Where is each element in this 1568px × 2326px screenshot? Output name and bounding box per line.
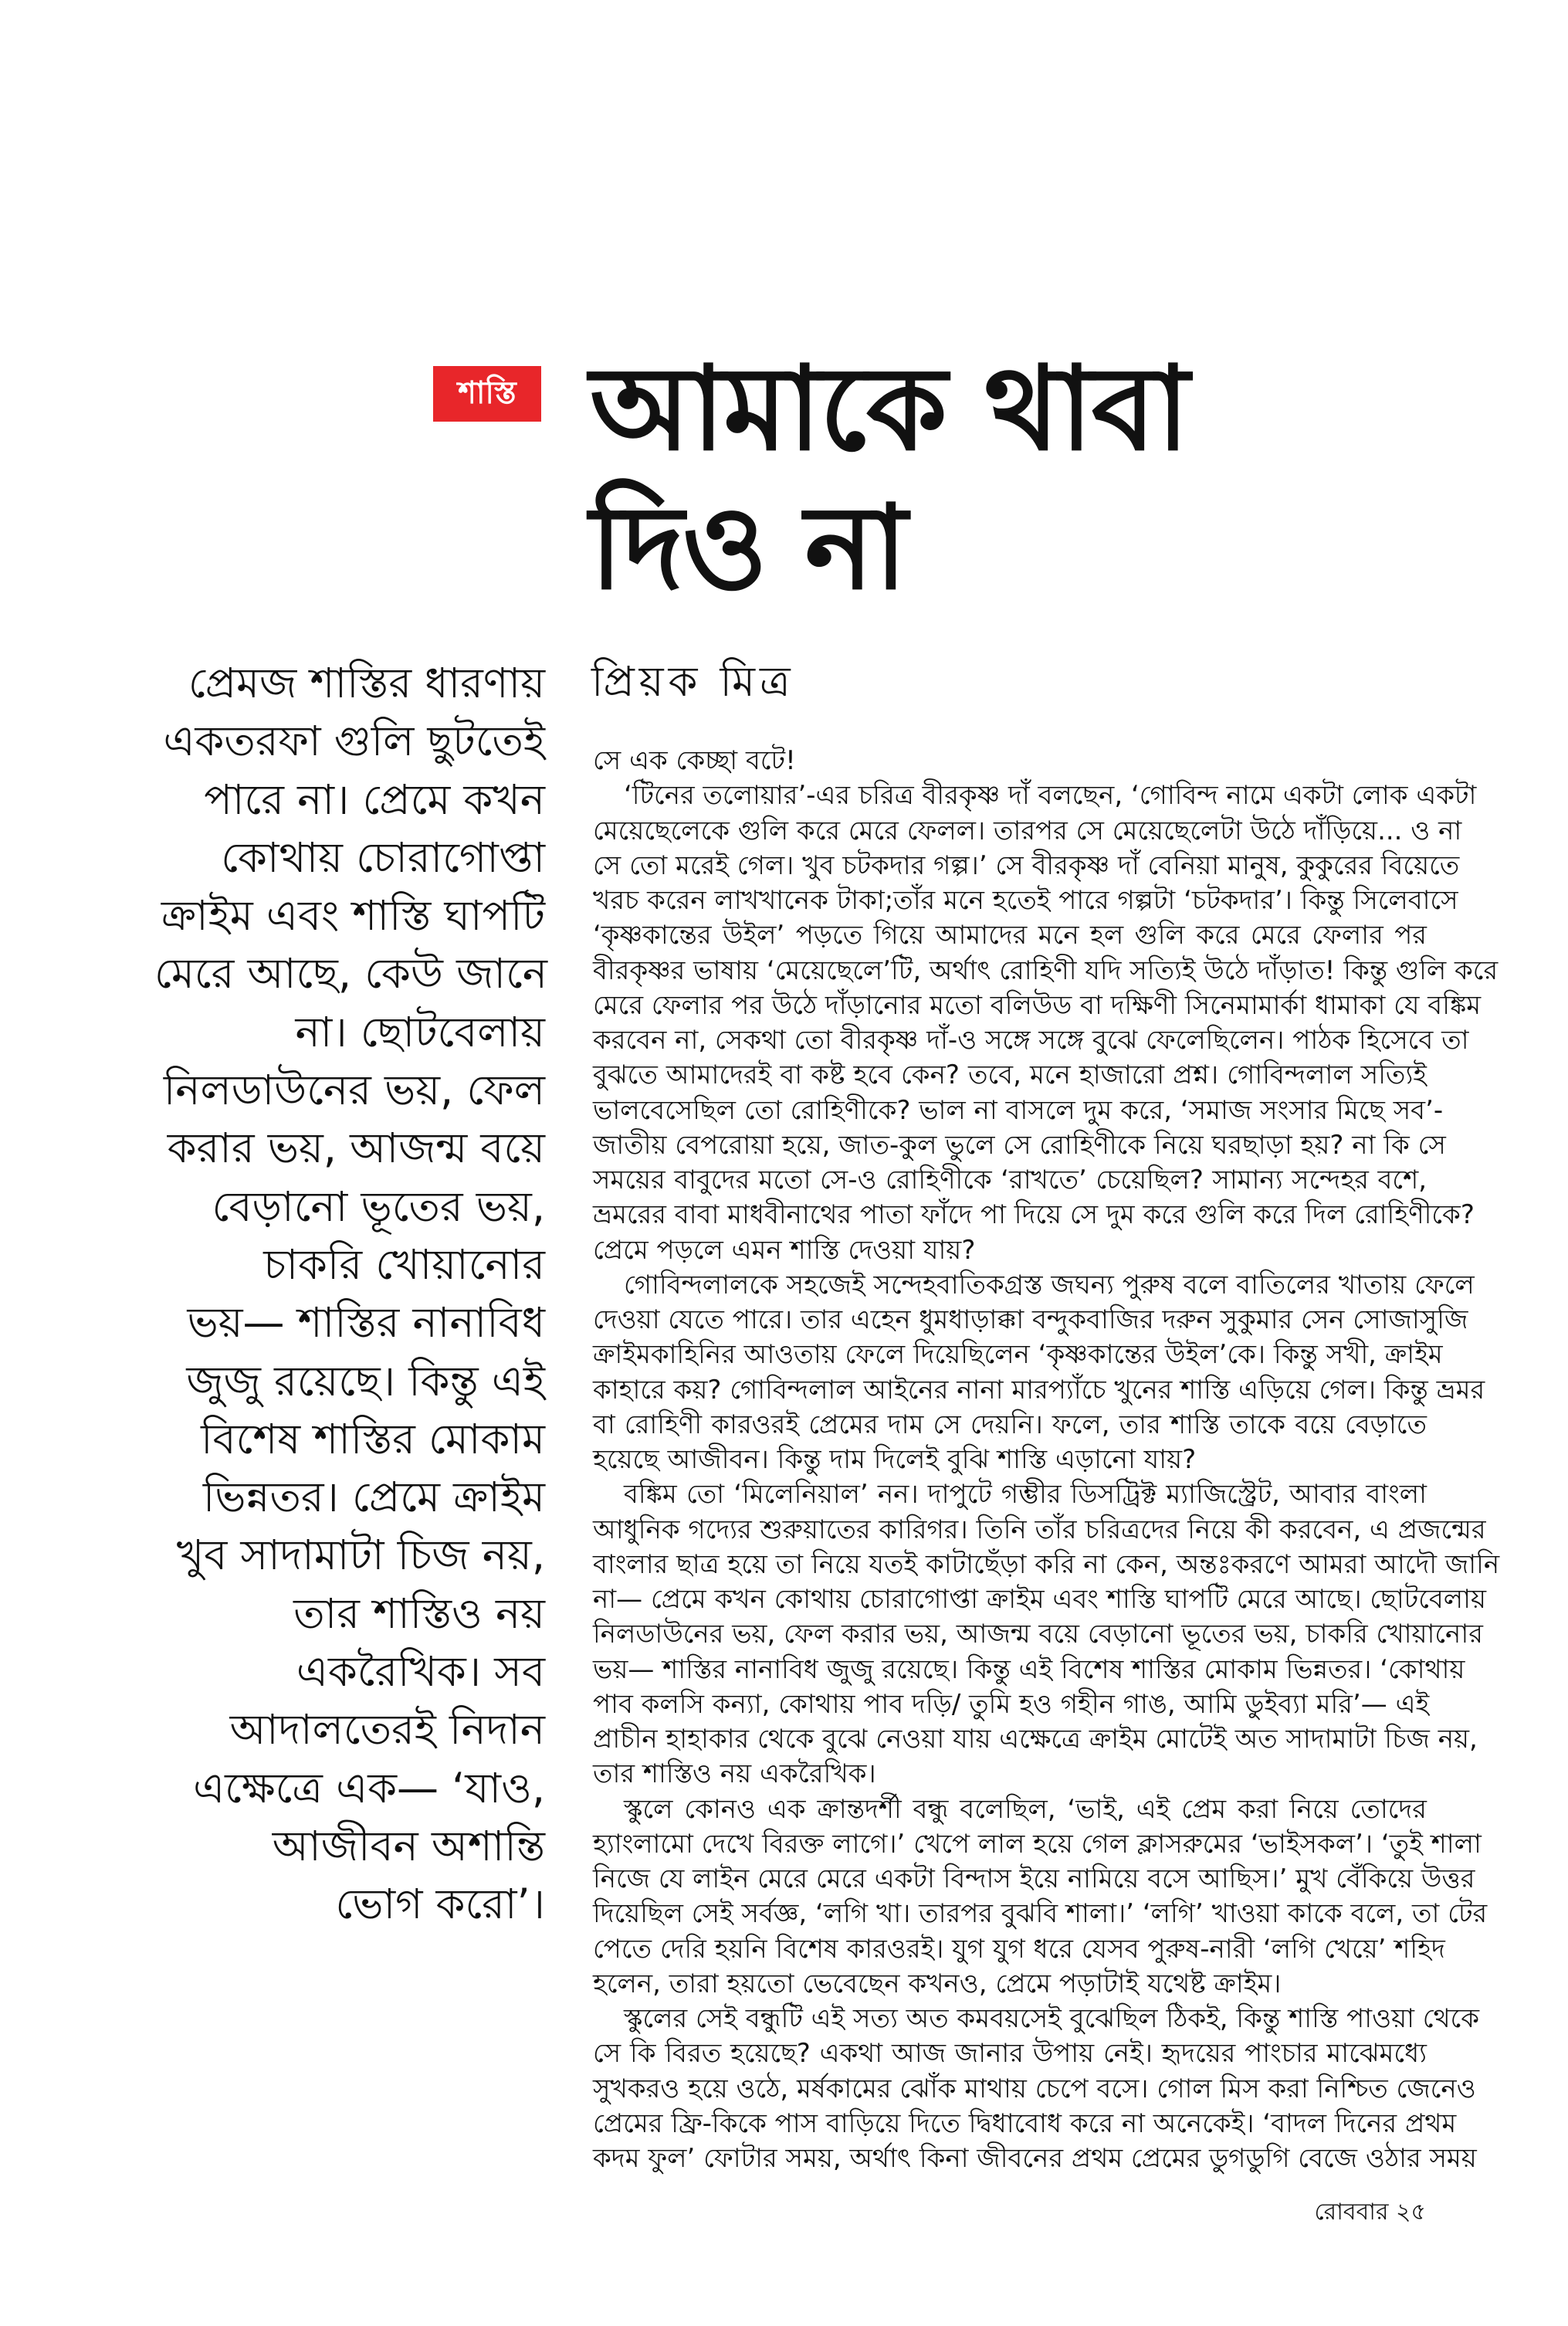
pull-quote-line: জুজু রয়েছে। কিন্তু এই — [186, 1356, 545, 1405]
body-line: না— প্রেমে কখন কোথায় চোরাগোপ্তা ক্রাইম এবং শাস্তি ঘাপটি মেরে আছে। ছোটবেলায় — [593, 1584, 1487, 1615]
pull-quote-line: ভোগ করো’। — [335, 1880, 545, 1929]
body-line: সুখকরও হয়ে ওঠে, মর্ষকামের ঝোঁক মাথায় চেপে বসে। গোল মিস করা নিশ্চিত জেনেও — [593, 2073, 1476, 2104]
body-line: বীরকৃষ্ণর ভাষায় ‘মেয়েছেলে’টি, অর্থাৎ রোহিণী যদি সত্যিই উঠে দাঁড়াত! কিন্তু গুলি করে — [593, 954, 1499, 986]
body-line: মেরে ফেলার পর উঠে দাঁড়ানোর মতো বলিউড বা দক্ষিণী সিনেমামার্কা ধামাকা যে বঙ্কিম — [593, 989, 1482, 1021]
body-line: আধুনিক গদ্যের শুরুয়াতের কারিগর। তিনি তাঁর চরিত্রদের নিয়ে কী করবেন, এ প্রজন্মের — [593, 1514, 1486, 1545]
body-line: মেয়েছেলেকে গুলি করে মেরে ফেলল। তারপর সে মেয়েছেলেটা উঠে দাঁড়িয়ে... ও না — [593, 815, 1462, 846]
article-body — [593, 744, 1500, 2176]
body-line: করবেন না, সেকথা তো বীরকৃষ্ণ দাঁ-ও সঙ্গে সঙ্গে বুঝে ফেলেছিলেন। পাঠক হিসেবে তা — [593, 1025, 1469, 1056]
body-line: নিলডাউনের ভয়, ফেল করার ভয়, আজন্ম বয়ে বেড়ানো ভূতের ভয়, চাকরি খোয়ানোর — [593, 1619, 1483, 1650]
body-line: বুঝতে আমাদেরই বা কষ্ট হবে কেন? তবে, মনে হাজারো প্রশ্ন। গোবিন্দলাল সত্যিই — [593, 1060, 1427, 1091]
pull-quote-line: নিলডাউনের ভয়, ফেল — [163, 1066, 545, 1115]
body-line: বা রোহিণী কারওরই প্রেমের দাম সে দেয়নি। ফলে, তার শাস্তি তাকে বয়ে বেড়াতে — [593, 1409, 1427, 1440]
pull-quote-line: আদালতেরই নিদান — [229, 1705, 545, 1755]
body-line: বাংলার ছাত্র হয়ে তা নিয়ে যতই কাটাছেঁড়া করি না কেন, অন্তঃকরণে আমরা আদৌ জানি — [593, 1548, 1500, 1580]
body-line: হলেন, তারা হয়তো ভেবেছেন কখনও, প্রেমে পড়াটাই যথেষ্ট ক্রাইম। — [593, 1968, 1282, 1999]
section-tag: শাস্তি — [433, 366, 541, 422]
pull-quote-line: খুব সাদামাটা চিজ নয়, — [176, 1531, 545, 1580]
pull-quote-line: বেড়ানো ভূতের ভয়, — [212, 1182, 545, 1231]
body-line: ভালবেসেছিল তো রোহিণীকে? ভাল না বাসলে দুম করে, ‘সমাজ সংসার মিছে সব’- — [593, 1094, 1444, 1126]
pull-quote-line: এক্ষেত্রে এক— ‘যাও, — [193, 1763, 545, 1812]
pull-quote-line: একরৈখিক। সব — [296, 1647, 545, 1697]
body-line: সে এক কেচ্ছা বটে! — [593, 745, 796, 776]
pull-quote-line: তার শাস্তিও নয় — [293, 1589, 545, 1638]
body-line: হ্যাংলামো দেখে বিরক্ত লাগে।’ খেপে লাল হয়ে গেল ক্লাসরুমের ‘ভাইসকল’। ‘তুই শালা — [593, 1828, 1482, 1860]
body-line: জাতীয় বেপরোয়া হয়ে, জাত-কুল ভুলে সে রোহিণীকে নিয়ে ঘরছাড়া হয়? না কি সে — [593, 1129, 1446, 1161]
body-line: বঙ্কিম তো ‘মিলেনিয়াল’ নন। দাপুটে গম্ভীর ডিসট্রিক্ট ম্যাজিস্ট্রেট, আবার বাংলা — [624, 1479, 1427, 1511]
body-line: দিয়েছিল সেই সর্বজ্ঞ, ‘লগি খা। তারপর বুঝবি শালা।’ ‘লগি’ খাওয়া কাকে বলে, তা টের — [593, 1898, 1488, 1930]
pull-quote-line: বিশেষ শাস্তির মোকাম — [201, 1414, 545, 1463]
body-line: কদম ফুল’ ফোটার সময়, অর্থাৎ কিনা জীবনের প্রথম প্রেমের ডুগডুগি বেজে ওঠার সময় — [593, 2143, 1477, 2174]
article-title — [590, 340, 1516, 618]
pull-quote — [154, 654, 548, 1934]
body-line: খরচ করেন লাখখানেক টাকা;তাঁর মনে হতেই পারে গল্পটা ‘চটকদার’। কিন্তু সিলেবাসে — [593, 885, 1458, 916]
body-line: স্কুলে কোনও এক ক্রান্তদর্শী বন্ধু বলেছিল, ‘ভাই, এই প্রেম করা নিয়ে তোদের — [624, 1793, 1427, 1825]
body-line: ভ্রমরের বাবা মাধবীনাথের পাতা ফাঁদে পা দিয়ে সে দুম করে গুলি করে দিল রোহিণীকে? — [593, 1199, 1475, 1231]
body-line: দেওয়া যেতে পারে। তার এহেন ধুমধাড়াক্কা বন্দুকবাজির দরুন সুকুমার সেন সোজাসুজি — [593, 1304, 1468, 1335]
body-line: ‘টিনের তলোয়ার’-এর চরিত্র বীরকৃষ্ণ দাঁ বলছেন, ‘গোবিন্দ নামে একটা লোক একটা — [624, 780, 1477, 812]
author-byline: প্রিয়ক মিত্র — [591, 657, 795, 706]
body-line: প্রাচীন হাহাকার থেকে বুঝে নেওয়া যায় এক্ষেত্রে ক্রাইম মোটেই অত সাদামাটা চিজ নয়, — [593, 1724, 1478, 1755]
body-line: ভয়— শাস্তির নানাবিধ জুজু রয়েছে। কিন্তু এই বিশেষ শাস্তির মোকাম ভিন্নতর। ‘কোথায় — [593, 1653, 1465, 1685]
pull-quote-line: ভয়— শাস্তির নানাবিধ — [187, 1298, 545, 1348]
pull-quote-line: কোথায় চোরাগোপ্তা — [221, 832, 545, 882]
body-line: পাব কলসি কন্যা, কোথায় পাব দড়ি/ তুমি হও গহীন গাঙ, আমি ডুইব্যা মরি’— এই — [593, 1688, 1430, 1720]
body-line: হয়েছে আজীবন। কিন্তু দাম দিলেই বুঝি শাস্তি এড়ানো যায়? — [593, 1444, 1197, 1475]
body-line: গোবিন্দলালকে সহজেই সন্দেহবাতিকগ্রস্ত জঘন্য পুরুষ বলে বাতিলের খাতায় ফেলে — [624, 1269, 1475, 1300]
body-line: সে কি বিরত হয়েছে? একথা আজ জানার উপায় নেই। হৃদয়ের পাংচার মাঝেমধ্যে — [593, 2038, 1427, 2070]
body-line: পেতে দেরি হয়নি বিশেষ কারওরই। যুগ যুগ ধরে যেসব পুরুষ-নারী ‘লগি খেয়ে’ শহিদ — [593, 1933, 1445, 1965]
title-line-2: দিও না — [590, 481, 906, 615]
page-folio: রোববার ২৫ — [1314, 2199, 1426, 2226]
body-line: সে তো মরেই গেল। খুব চটকদার গল্প।’ সে বীরকৃষ্ণ দাঁ বেনিয়া মানুষ, কুকুরের বিয়েতে — [593, 849, 1460, 881]
pull-quote-line: না। ছোটবেলায় — [295, 1007, 545, 1056]
body-line: কাহারে কয়? গোবিন্দলাল আইনের নানা মারপ্যাঁচে খুনের শাস্তি এড়িয়ে গেল। কিন্তু ভ্রমর — [593, 1374, 1485, 1405]
body-line: সময়ের বাবুদের মতো সে-ও রোহিণীকে ‘রাখতে’ চেয়েছিল? সামান্য সন্দেহর বশে, — [593, 1165, 1427, 1195]
pull-quote-line: একতরফা গুলি ছুটতেই — [163, 717, 545, 766]
pull-quote-line: প্রেমজ শাস্তির ধারণায় — [188, 659, 545, 707]
body-line: প্রেমের ফ্রি-কিকে পাস বাড়িয়ে দিতে দ্বিধাবোধ করে না অনেকেই। ‘বাদল দিনের প্রথম — [593, 2107, 1457, 2139]
pull-quote-line: পারে না। প্রেমে কখন — [204, 775, 545, 824]
body-line: তার শাস্তিও নয় একরৈখিক। — [593, 1758, 876, 1790]
body-line: স্কুলের সেই বন্ধুটি এই সত্য অত কমবয়সেই বুঝেছিল ঠিকই, কিন্তু শাস্তি পাওয়া থেকে — [624, 2003, 1480, 2034]
pull-quote-line: চাকরি খোয়ানোর — [263, 1239, 545, 1289]
title-line-1: আমাকে থাবা — [590, 342, 1188, 476]
pull-quote-line: ক্রাইম এবং শাস্তি ঘাপটি — [161, 891, 545, 941]
pull-quote-line: ভিন্নতর। প্রেমে ক্রাইম — [202, 1473, 545, 1522]
pull-quote-line: আজীবন অশান্তি — [272, 1821, 545, 1870]
body-line: ক্রাইমকাহিনির আওতায় ফেলে দিয়েছিলেন ‘কৃষ্ণকান্তের উইল’কে। কিন্তু সখী, ক্রাইম — [593, 1339, 1443, 1371]
body-line: প্রেমে পড়লে এমন শাস্তি দেওয়া যায়? — [593, 1234, 976, 1266]
pull-quote-line: করার ভয়, আজন্ম বয়ে — [167, 1124, 545, 1173]
body-line: ‘কৃষ্ণকান্তের উইল’ পড়তে গিয়ে আমাদের মনে হল গুলি করে মেরে ফেলার পর — [593, 920, 1427, 951]
pull-quote-line: মেরে আছে, কেউ জানে — [154, 949, 548, 999]
body-line: নিজে যে লাইন মেরে মেরে একটা বিন্দাস ইয়ে নামিয়ে বসে আছিস।’ মুখ বেঁকিয়ে উত্তর — [593, 1863, 1475, 1894]
